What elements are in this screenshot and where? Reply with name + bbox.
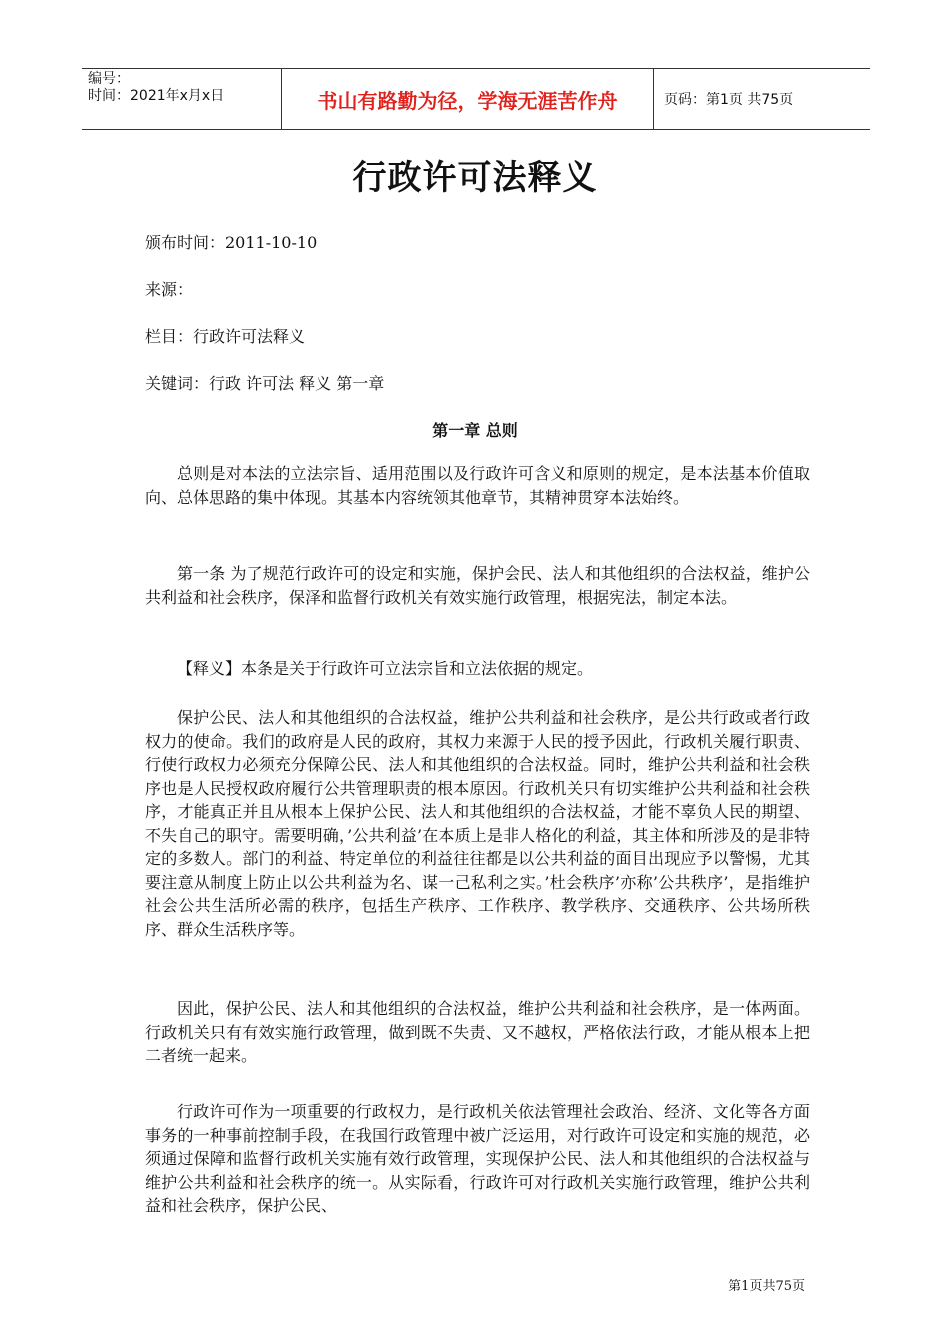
number-label: 编号： (88, 71, 130, 87)
document-title: 行政许可法释义 (352, 158, 598, 198)
page-header (82, 68, 870, 130)
column: 栏目：行政许可法释义 (145, 327, 306, 346)
date-label: 时间：2021年x月x日 (88, 88, 225, 104)
header-page-label: 页码：第1页 共75页 (664, 92, 794, 108)
paragraph-general: 总则是对本法的立法宗旨、适用范围以及行政许可含义和原则的规定，是本法基本价值取向、总体思路的集中体现。其基本内容统领其他章节，其精神贯穿本法始终。 (145, 464, 810, 507)
publish-date: 颁布时间：2011-10-10 (145, 233, 318, 252)
paragraph-article-1: 第一条 为了规范行政许可的设定和实施，保护会民、法人和其他组织的合法权益，维护公共利益和社会秩序，保泽和监督行政机关有效实施行政管理，根据宪法，制定本法。 (145, 564, 810, 607)
page-footer: 第1页共75页 (728, 1279, 805, 1294)
paragraph-body-2: 因此，保护公民、法人和其他组织的合法权益，维护公共利益和社会秩序，是一体两面。行政机关只有有效实施行政管理，做到既不失责、又不越权，严格依法行政，才能从根本上把二者统一起来。 (145, 999, 810, 1065)
keywords: 关键词：行政 许可法 释义 第一章 (145, 374, 385, 393)
paragraph-body-3: 行政许可作为一项重要的行政权力，是行政机关依法管理社会政治、经济、文化等各方面事务的一种事前控制手段，在我国行政管理中被广泛运用，对行政许可设定和实施的规范，必须通过保障和监督行政机关实施有效行政管理，实现保护公民、法人和其他组织的合法权益与维护公共利益和社会秩序的统一。从实际看，行政许可对行政机关实施行政管理，维护公共利益和社会秩序，保护公民、 (145, 1102, 810, 1215)
source: 来源： (145, 280, 194, 299)
paragraph-interpretation: 【释义】本条是关于行政许可立法宗旨和立法依据的规定。 (177, 659, 594, 678)
header-motto: 书山有路勤为径，学海无涯苦作舟 (282, 69, 654, 129)
header-info (82, 69, 282, 129)
paragraph-body-1: 保护公民、法人和其他组织的合法权益，维护公共利益和社会秩序，是公共行政或者行政权力的使命。我们的政府是人民的政府，其权力来源于人民的授予因此，行政机关履行职责、行使行政权力必须充分保障公民、法人和其他组织的合法权益。同时，维护公共利益和社会秩序也是人民授权政府履行公共管理职责的根本原因。行政机关只有切实维护公共利益和社会秩序，才能真正并且从根本上保护公民、法人和其他组织的合法权益，才能不辜负人民的期望、不失自己的职守。需要明确，’公共利益’在本质上是非人格化的利益，其主体和所涉及的是非特定的多数人。部门的利益、特定单位的利益往往都是以公共利益的面目出现应予以警惕，尤其要注意从制度上防止以公共利益为名、谋一己私利之实。’杜会秩序’亦称’公共秩序’，是指维护社会公共生活所必需的秩序，包括生产秩序、工作秩序、教学秩序、交通秩序、公共场所秩序、群众生活秩序等。 (145, 708, 810, 939)
chapter-heading: 第一章 总则 (432, 421, 518, 440)
